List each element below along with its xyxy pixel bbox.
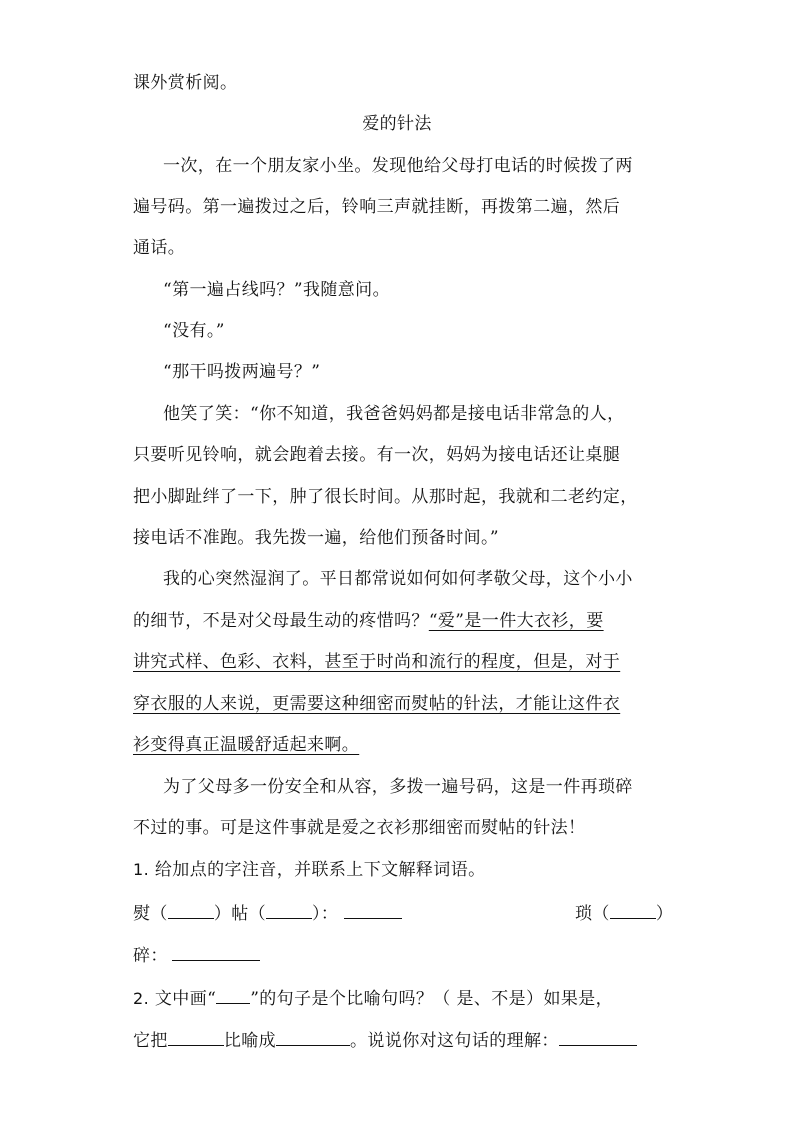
answer-blank[interactable] [276, 1029, 350, 1046]
paragraph-line: 一次，在一个朋友家小坐。发现他给父母打电话的时候拨了两 [163, 156, 633, 176]
underlined-metaphor-sentence: 衫变得真正温暖舒适起来啊。 [133, 735, 360, 755]
answer-label: 熨（ [133, 904, 168, 924]
question-number: 2. [133, 989, 150, 1008]
pinyin-blank[interactable] [168, 902, 214, 919]
pinyin-blank[interactable] [610, 902, 656, 919]
underlined-metaphor-sentence: 穿衣服的人来说，更需要这种细密而熨帖的针法，才能让这件衣 [133, 694, 621, 714]
article-title: 爱的针法 [362, 114, 432, 134]
paragraph-line: 只要听见铃响，就会跑着去接。有一次，妈妈为接电话还让桌腿 [133, 445, 621, 465]
underline-sample [216, 987, 250, 1004]
question-text: ”的句子是个比喻句吗？（ 是、不是）如果是， [250, 989, 614, 1009]
meaning-blank[interactable] [344, 902, 402, 919]
meaning-blank[interactable] [172, 944, 260, 961]
answer-label: 琐（ [575, 904, 610, 924]
question-number: 1. [133, 860, 150, 879]
paragraph-line: 接电话不准跑。我先拨一遍，给他们预备时间。” [133, 528, 499, 548]
paragraph-line: “没有。” [163, 321, 225, 341]
underlined-metaphor-sentence: “爱”是一件大衣衫，要 [428, 611, 604, 631]
question-2 [133, 987, 613, 1010]
answer-label: ） [655, 904, 674, 924]
answer-label: 。说说你对这句话的理解： [350, 1031, 559, 1051]
paragraph-line: 遍号码。第一遍拨过之后，铃响三声就挂断，再拨第二遍，然后 [133, 197, 621, 217]
question-2-answer-row [133, 1029, 637, 1052]
answer-label: 比喻成 [223, 1031, 277, 1051]
answer-label: 它把 [133, 1031, 168, 1051]
paragraph-line: “第一遍占线吗？”我随意问。 [163, 280, 390, 300]
question-text: 给加点的字注音，并联系上下文解释词语。 [154, 860, 486, 880]
paragraph-line: 为了父母多一份安全和从容，多拨一遍号码，这是一件再琐碎 [163, 777, 633, 797]
intro-heading: 课外赏析阅。 [133, 73, 238, 93]
paragraph-line [133, 610, 604, 632]
answer-label: ）： [312, 904, 339, 924]
question-1-answer-row-2 [133, 944, 260, 967]
question-1 [133, 859, 486, 881]
pinyin-blank[interactable] [266, 902, 312, 919]
paragraph-line: 我的心突然湿润了。平日都常说如何如何孝敬父母，这个小小 [163, 569, 633, 589]
answer-blank[interactable] [168, 1029, 224, 1046]
answer-label: 碎： [133, 946, 168, 966]
answer-label: ）帖（ [213, 904, 267, 924]
question-text: 文中画“ [154, 989, 217, 1009]
answer-blank[interactable] [559, 1029, 637, 1046]
paragraph-text: 的细节，不是对父母最生动的疼惜吗？ [133, 611, 429, 631]
paragraph-line: 把小脚趾绊了一下，肿了很长时间。从那时起，我就和二老约定， [133, 487, 638, 507]
question-1-answer-row-right [575, 902, 673, 925]
paragraph-line: “那干吗拨两遍号？” [163, 362, 321, 382]
paragraph-line: 他笑了笑：“你不知道，我爸爸妈妈都是接电话非常急的人， [163, 404, 625, 424]
paragraph-line: 通话。 [133, 238, 186, 258]
question-1-answer-row [133, 902, 402, 925]
paragraph-line: 不过的事。可是这件事就是爱之衣衫那细密而熨帖的针法！ [133, 818, 586, 838]
underlined-metaphor-sentence: 讲究式样、色彩、衣料，甚至于时尚和流行的程度，但是，对于 [133, 652, 621, 672]
